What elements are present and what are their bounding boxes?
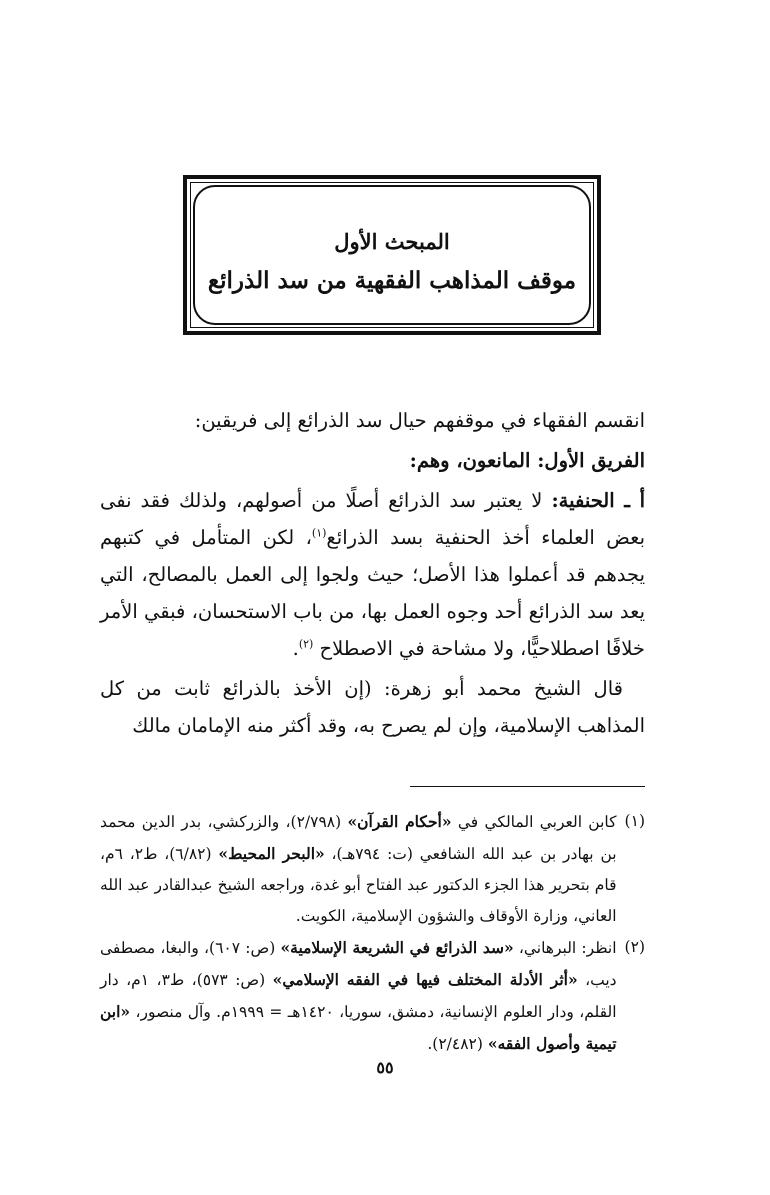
intro-paragraph: انقسم الفقهاء في موقفهم حيال سد الذرائع إلى فريقين: <box>194 409 645 432</box>
footnote-1-part-3: (٦/٨٢)، ط٢، ٦م، قام بتحرير هذا الجزء الدكتور عبد الفتاح أبو غدة، وراجعه الشيخ عبدالقادر عبد الله العاني، وزارة الأوقاف والشؤون الإسلامية، الكويت. <box>100 845 617 925</box>
chapter-title: المبحث الأول <box>334 229 450 254</box>
footnote-2-part-4: (٢/٤٨٢). <box>427 1035 488 1053</box>
footnote-2-book-title-1: «سد الذرائع في الشريعة الإسلامية» <box>280 938 514 957</box>
footnote-1-part-1: كابن العربي المالكي في <box>451 813 617 831</box>
group-heading: الفريق الأول: المانعون، وهم: <box>409 449 645 472</box>
footnote-ref-2[interactable]: (٢) <box>298 637 314 651</box>
footnote-2 <box>100 932 645 1060</box>
footnote-1-part-2: (٢/٧٩٨)، والزركشي، بدر الدين محمد بن بهادر بن عبد الله الشافعي (ت: ٧٩٤هـ)، <box>100 813 617 863</box>
footnote-1-number: (١) <box>624 812 645 830</box>
footnote-2-part-1: انظر: البرهاني، <box>513 939 617 957</box>
footnote-1-text <box>100 806 617 932</box>
section-a-text-3: . <box>292 637 299 660</box>
footnote-1-book-title-1: «أحكام القرآن» <box>347 812 452 831</box>
main-text <box>100 402 645 744</box>
section-a-text-2: ، لكن المتأمل في كتبهم يجدهم قد أعملوا هذا الأصل؛ حيث ولجوا إلى العمل بالمصالح، التي يعد سد الذرائع أحد وجوه العمل بها، من باب الاستحسان، فبقي الأمر خلافًا اصطلاحيًّا، ولا مشاحة في الاصطلاح <box>100 526 645 660</box>
footnote-2-book-title-3: «ابن تيمية وأصول الفقه» <box>100 1002 617 1053</box>
section-a-text-1: لا يعتبر سد الذرائع أصلًا من أصولهم، ولذلك فقد نفى بعض العلماء أخذ الحنفية بسد الذرائع <box>100 489 646 549</box>
frame-inner-border <box>193 185 591 325</box>
footnote-1 <box>100 806 645 932</box>
footnote-2-book-title-2: «أثر الأدلة المختلف فيها في الفقه الإسلامي» <box>272 970 578 989</box>
page-number: ٥٥ <box>376 1058 394 1077</box>
section-a-label: أ ـ الحنفية: <box>551 489 645 512</box>
footnote-2-text <box>100 932 617 1060</box>
footnote-2-number: (٢) <box>624 938 645 956</box>
chapter-subtitle: موقف المذاهب الفقهية من سد الذرائع <box>207 267 577 294</box>
footnotes <box>100 806 645 1060</box>
footnote-1-book-title-2: «البحر المحيط» <box>218 844 325 863</box>
footnote-2-part-2: (ص: ٦٠٧)، والبغا، مصطفى ديب، <box>100 939 617 989</box>
chapter-title-frame <box>183 175 601 335</box>
footnote-ref-1[interactable]: (١) <box>311 526 327 540</box>
footnote-2-part-3: (ص: ٥٧٣)، ط٣، ١م، دار القلم، ودار العلوم الإنسانية، دمشق، سوريا، ١٤٢٠هـ = ١٩٩٩م. وآل منصور، <box>100 971 617 1021</box>
quote-paragraph: قال الشيخ محمد أبو زهرة: (إن الأخذ بالذرائع ثابت من كل المذاهب الإسلامية، وإن لم يصرح به، وقد أكثر منه الإمامان مالك <box>100 677 645 737</box>
section-a-paragraph <box>100 482 645 667</box>
footnote-separator <box>410 786 645 787</box>
